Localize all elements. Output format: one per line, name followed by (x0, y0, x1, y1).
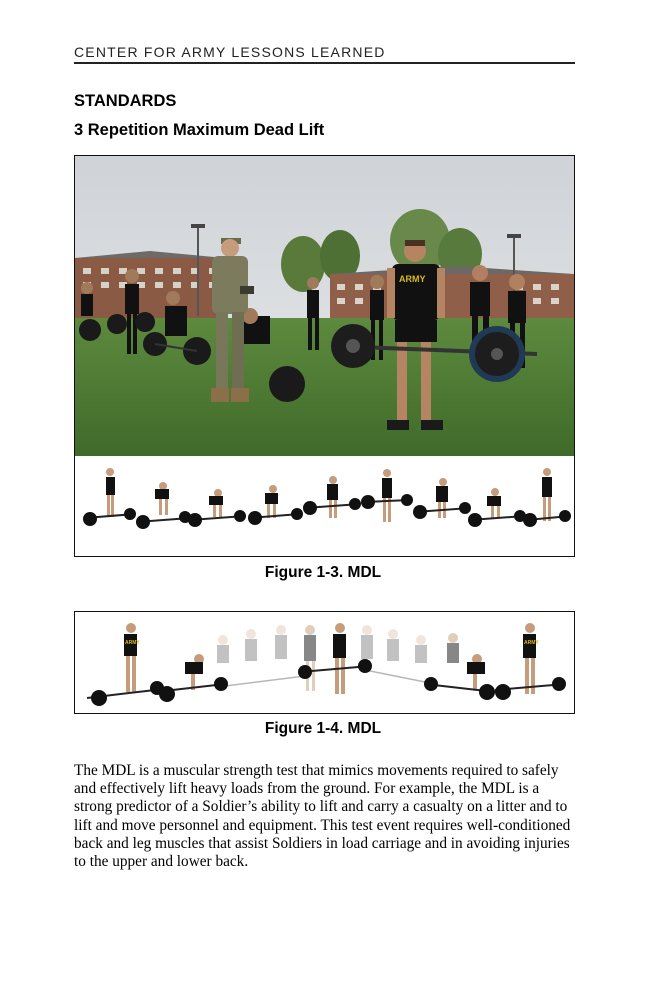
svg-text:ARMY: ARMY (399, 274, 426, 284)
figure-1-4 (74, 611, 575, 714)
figure-1-3 (74, 155, 575, 557)
mdl-sequence-strip (75, 456, 574, 556)
figure-1-3-caption: Figure 1-3. MDL (264, 564, 382, 581)
section-subheading: 3 Repetition Maximum Dead Lift (74, 121, 325, 139)
svg-text:ARMY: ARMY (524, 640, 539, 646)
body-paragraph: The MDL is a muscular strength test that mimics movements required to safely and effectively lift heavy loads from the ground. For example, the MDL is a strong predictor of a Soldier’s ability to lift and carry a casualty on a litter and to lift and move personnel and equipment. This test event requires well-conditioned back and leg muscles that assist Soldiers in load carriage and in avoiding injuries to the upper and lower back. (74, 762, 571, 871)
section-heading: STANDARDS (74, 92, 177, 110)
figure-1-4-caption: Figure 1-4. MDL (264, 720, 382, 737)
running-header: CENTER FOR ARMY LESSONS LEARNED (74, 44, 575, 64)
mdl-overlay-sequence (75, 612, 574, 713)
deadlift-field-photo (75, 156, 574, 456)
svg-text:ARMY: ARMY (125, 640, 140, 646)
